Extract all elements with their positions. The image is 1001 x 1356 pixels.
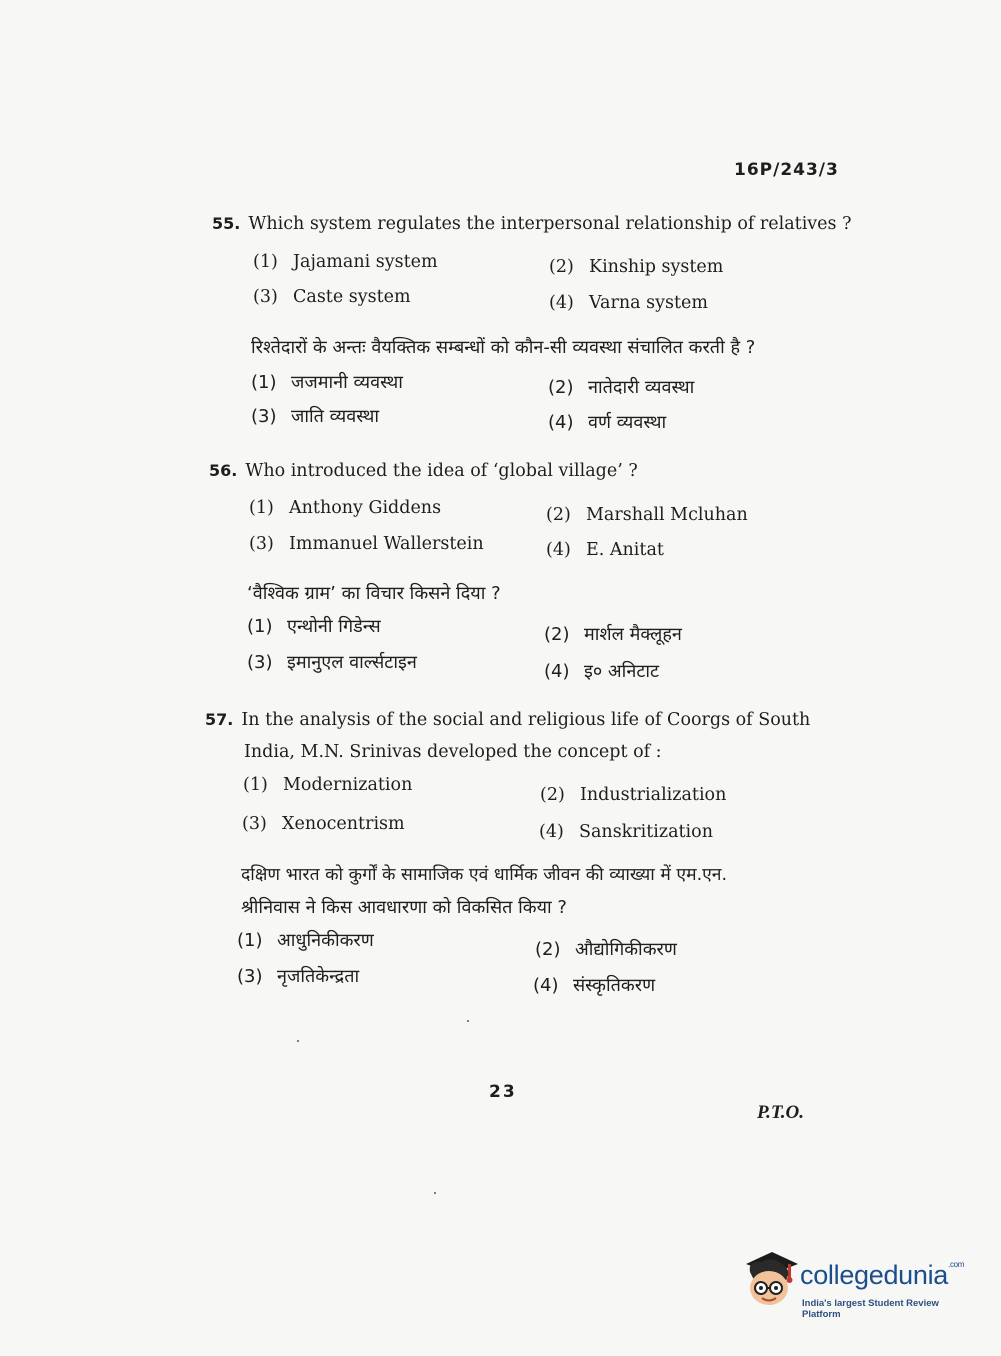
option: (4) E. Anitat bbox=[546, 540, 664, 560]
option: (3) Immanuel Wallerstein bbox=[249, 534, 484, 554]
question-english-line1: In the analysis of the social and religious life of Coorgs of South bbox=[241, 710, 811, 730]
question-text bbox=[209, 461, 638, 481]
question-number: 55. bbox=[212, 214, 241, 233]
hindi-option: (4) संस्कृतिकरण bbox=[533, 975, 656, 996]
option: (3) Xenocentrism bbox=[242, 814, 405, 834]
question-hindi-line1: दक्षिण भारत को कुर्गों के सामाजिक एवं धार्मिक जीवन की व्याख्या में एम.एन. bbox=[241, 865, 728, 885]
option: (1) Modernization bbox=[243, 775, 413, 795]
hindi-option: (2) नातेदारी व्यवस्था bbox=[548, 377, 695, 398]
hindi-option: (4) इ० अनिटाट bbox=[544, 661, 660, 682]
scan-speck bbox=[467, 1020, 469, 1022]
hindi-option: (2) मार्शल मैक्लूहन bbox=[544, 624, 682, 645]
pto-label: P.T.O. bbox=[757, 1102, 804, 1123]
mascot-icon bbox=[742, 1250, 800, 1314]
question-text bbox=[205, 710, 810, 730]
question-hindi: रिश्तेदारों के अन्तः वैयक्तिक सम्बन्धों को कौन-सी व्यवस्था संचालित करती है ? bbox=[251, 337, 756, 358]
question-english: Who introduced the idea of ‘global village’ ? bbox=[245, 461, 638, 481]
hindi-option: (1) एन्थोनी गिडेन्स bbox=[247, 616, 381, 637]
hindi-option: (4) वर्ण व्यवस्था bbox=[548, 412, 667, 433]
question-number: 56. bbox=[209, 461, 238, 480]
option: (4) Sanskritization bbox=[539, 822, 713, 842]
question-number: 57. bbox=[205, 710, 234, 729]
hindi-option: (1) आधुनिकीकरण bbox=[237, 930, 374, 951]
hindi-option: (3) इमानुएल वार्ल्सटाइन bbox=[247, 652, 417, 673]
option: (1) Jajamani system bbox=[253, 252, 438, 272]
scan-speck bbox=[297, 1040, 299, 1042]
logo-wordmark: collegedunia$^{.com}$ bbox=[800, 1260, 965, 1290]
hindi-option: (3) नृजतिकेन्द्रता bbox=[237, 966, 360, 987]
option: (2) Kinship system bbox=[549, 257, 724, 277]
option: (4) Varna system bbox=[549, 293, 708, 313]
question-hindi: ‘वैश्विक ग्राम’ का विचार किसने दिया ? bbox=[247, 583, 501, 604]
question-english-line2: India, M.N. Srinivas developed the concept of : bbox=[244, 742, 662, 762]
question-hindi-line2: श्रीनिवास ने किस आवधारणा को विकसित किया ? bbox=[241, 897, 567, 918]
scan-speck bbox=[434, 1192, 436, 1194]
paper-code: 16P/243/3 bbox=[734, 160, 839, 180]
hindi-option: (2) औद्योगिकीकरण bbox=[535, 939, 677, 960]
logo-tagline: India's largest Student Review Platform bbox=[802, 1298, 939, 1320]
option: (2) Industrialization bbox=[540, 785, 727, 805]
option: (2) Marshall Mcluhan bbox=[546, 505, 748, 525]
hindi-option: (1) जजमानी व्यवस्था bbox=[251, 372, 403, 393]
collegedunia-logo bbox=[742, 1250, 972, 1318]
page-number: 23 bbox=[489, 1082, 517, 1102]
option: (3) Caste system bbox=[253, 287, 411, 307]
question-english: Which system regulates the interpersonal relationship of relatives ? bbox=[248, 214, 852, 234]
option: (1) Anthony Giddens bbox=[249, 498, 442, 518]
question-text bbox=[212, 214, 851, 234]
hindi-option: (3) जाति व्यवस्था bbox=[251, 406, 380, 427]
